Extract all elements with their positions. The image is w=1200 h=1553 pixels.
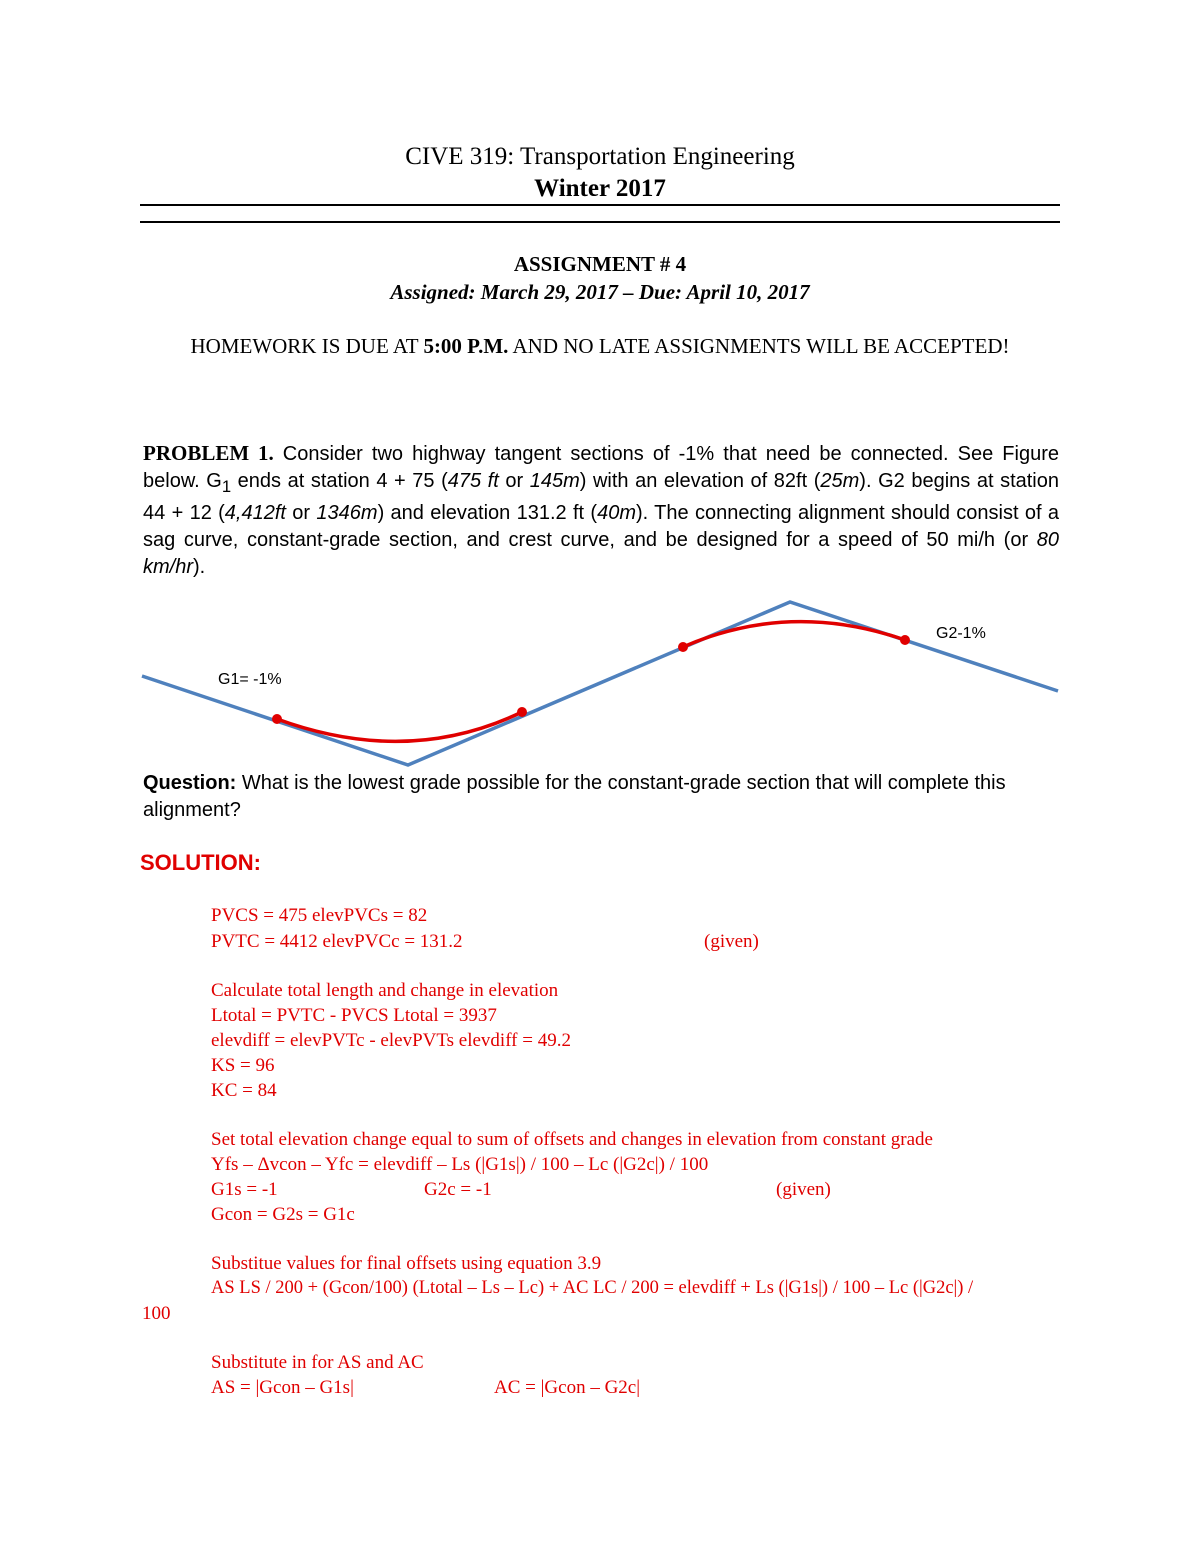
alignment-figure bbox=[0, 590, 1200, 780]
question-text bbox=[143, 770, 1059, 824]
solution-line: Ltotal = PVTC - PVCS Ltotal = 3937 bbox=[211, 1005, 497, 1026]
g1-label: G1= -1% bbox=[218, 671, 282, 688]
g2-label: G2-1% bbox=[936, 625, 986, 642]
solution-line: AC = |Gcon – G2c| bbox=[494, 1377, 641, 1398]
solution-line: PVCS = 475 elevPVCs = 82 bbox=[211, 905, 428, 926]
solution-line: Substitue values for final offsets using equation 3.9 bbox=[211, 1253, 602, 1274]
problem-italic: 4,412ft bbox=[224, 502, 286, 524]
assignment-dates: Assigned: March 29, 2017 – Due: April 10, 2017 bbox=[390, 280, 810, 304]
pvt-crest-point bbox=[900, 635, 910, 645]
term-heading: Winter 2017 bbox=[534, 175, 666, 202]
problem-1-text bbox=[143, 440, 1059, 581]
assignment-title: ASSIGNMENT # 4 bbox=[513, 252, 687, 276]
header-rule-top bbox=[140, 204, 1060, 206]
solution-line: Calculate total length and change in elevation bbox=[211, 980, 559, 1001]
course-title: CIVE 319: Transportation Engineering bbox=[405, 143, 795, 170]
question-body: What is the lowest grade possible for the constant-grade section that will complete this alignment? bbox=[143, 772, 1006, 821]
solution-line: G1s = -1 bbox=[211, 1179, 278, 1200]
header-rule-bottom bbox=[140, 221, 1060, 223]
pvc-sag-point bbox=[272, 714, 282, 724]
problem-text-part: ). G2 begins at station 44 + 12 ( bbox=[143, 470, 1059, 524]
solution-heading: SOLUTION: bbox=[140, 850, 261, 875]
problem-text-part: ends at station 4 + 75 ( bbox=[231, 470, 448, 492]
due-notice bbox=[180, 332, 1020, 360]
problem-italic: 25m bbox=[820, 470, 860, 492]
problem-text-part: ). The connecting alignment should consist of a sag curve, constant-grade section, and crest curve, and be designed for a speed of 50 mi/h (or bbox=[143, 502, 1059, 551]
problem-italic: 1346m bbox=[316, 502, 378, 524]
crest-curve bbox=[683, 622, 905, 647]
solution-line: G2c = -1 bbox=[424, 1179, 492, 1200]
problem-subscript: 1 bbox=[221, 477, 232, 496]
solution-line: elevdiff = elevPVTc - elevPVTs elevdiff = 49.2 bbox=[211, 1030, 571, 1051]
due-notice-pre: HOMEWORK IS DUE AT bbox=[190, 334, 424, 358]
question-label: Question: bbox=[143, 772, 237, 794]
problem-italic: 80 km/hr bbox=[143, 529, 1059, 578]
solution-line: Gcon = G2s = G1c bbox=[211, 1204, 355, 1225]
solution-line: AS LS / 200 + (Gcon/100) (Ltotal – Ls – Lc) + AC LC / 200 = elevdiff + Ls (|G1s|) / 100 – Lc (|G2c|) / bbox=[211, 1278, 974, 1298]
problem-text-part: ). bbox=[193, 556, 206, 578]
pvt-sag-point bbox=[517, 707, 527, 717]
given-note: (given) bbox=[776, 1179, 831, 1200]
problem-label: PROBLEM 1. bbox=[143, 441, 274, 465]
sag-curve bbox=[277, 712, 522, 741]
solution-line: Substitute in for AS and AC bbox=[211, 1352, 424, 1373]
due-notice-time: 5:00 P.M. bbox=[423, 334, 509, 358]
solution-line: KS = 96 bbox=[211, 1055, 275, 1076]
pvc-crest-point bbox=[678, 642, 688, 652]
problem-text-part: or bbox=[498, 470, 530, 492]
problem-text-part: ) and elevation 131.2 ft ( bbox=[377, 502, 598, 524]
problem-text-part: Consider two highway tangent sections of -1% that need be connected. See Figure below. G bbox=[143, 443, 1059, 492]
solution-line: AS = |Gcon – G1s| bbox=[211, 1377, 354, 1398]
solution-line: KC = 84 bbox=[211, 1080, 277, 1101]
problem-italic: 40m bbox=[597, 502, 636, 524]
problem-text-part: or bbox=[285, 502, 317, 524]
given-note: (given) bbox=[704, 931, 759, 952]
solution-line-wrap: 100 bbox=[142, 1303, 171, 1324]
solution-line: Yfs – Δvcon – Yfc = elevdiff – Ls (|G1s|) / 100 – Lc (|G2c|) / 100 bbox=[211, 1154, 709, 1175]
solution-line: Set total elevation change equal to sum of offsets and changes in elevation from constant grade bbox=[211, 1129, 933, 1150]
due-notice-post: AND NO LATE ASSIGNMENTS WILL BE ACCEPTED! bbox=[508, 334, 1010, 358]
solution-line: PVTC = 4412 elevPVCc = 131.2 bbox=[211, 931, 463, 952]
problem-italic: 475 ft bbox=[447, 470, 499, 492]
problem-italic: 145m bbox=[529, 470, 580, 492]
problem-text-part: ) with an elevation of 82ft ( bbox=[579, 470, 821, 492]
